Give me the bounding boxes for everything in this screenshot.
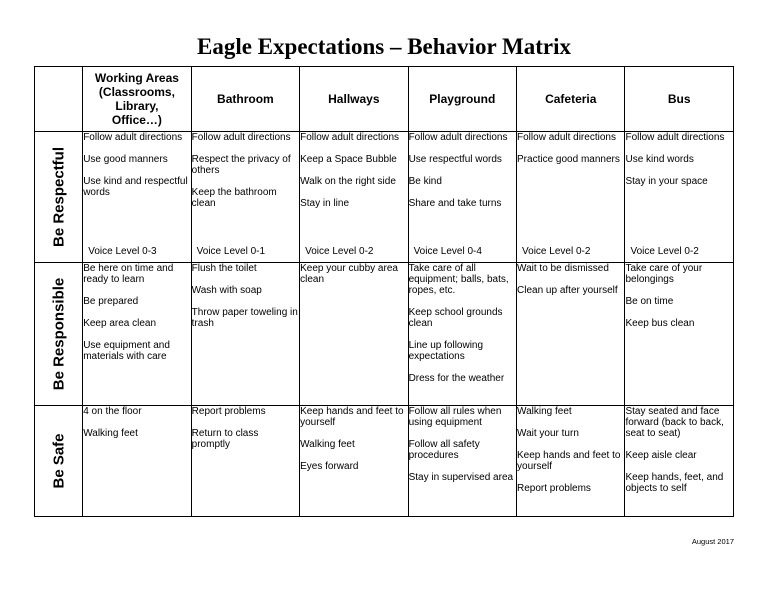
matrix-cell — [625, 263, 734, 406]
header-row — [35, 67, 734, 132]
expectation-item: Be on time — [625, 296, 674, 307]
expectation-item: Wash with soap — [191, 285, 262, 296]
matrix-cell — [408, 406, 516, 517]
expectation-item: Use good manners — [83, 154, 168, 165]
corner-cell — [35, 67, 83, 132]
expectation-item: Line up following expectations — [408, 340, 484, 362]
column-header-working-areas: Working Areas (Classrooms, Library, Office…) — [83, 67, 191, 132]
expectation-item: Practice good manners — [517, 154, 620, 165]
expectation-item: Keep the bathroom clean — [191, 187, 277, 209]
voice-level: Voice Level 0-3 — [88, 246, 157, 257]
expectation-item: Keep aisle clear — [625, 450, 697, 461]
expectation-item: Keep school grounds clean — [408, 307, 503, 329]
expectation-item: Be kind — [408, 176, 442, 187]
matrix-row-respectful — [35, 132, 734, 263]
voice-level: Voice Level 0-2 — [305, 246, 374, 257]
expectation-item: Report problems — [517, 483, 591, 494]
expectation-item: Keep hands, feet, and objects to self — [625, 472, 724, 494]
matrix-cell — [517, 263, 625, 406]
voice-level: Voice Level 0-4 — [413, 246, 482, 257]
expectation-item: Stay in supervised area — [408, 472, 514, 483]
matrix-row-safe — [35, 406, 734, 517]
expectation-item: Keep a Space Bubble — [300, 154, 397, 165]
matrix-cell — [83, 132, 191, 263]
expectation-item: Follow adult directions — [408, 132, 508, 143]
row-header-label: Be Safe — [50, 433, 68, 489]
matrix-cell — [517, 406, 625, 517]
date-footer: August 2017 — [691, 537, 734, 546]
expectation-item: Wait to be dismissed — [517, 263, 609, 274]
matrix-cell — [625, 132, 734, 263]
matrix-cell — [408, 132, 516, 263]
expectation-item: Use kind and respectful words — [83, 176, 188, 198]
expectation-item: Throw paper toweling in trash — [191, 307, 298, 329]
expectation-item: Keep your cubby area clean — [300, 263, 398, 285]
expectation-item: Keep area clean — [83, 318, 157, 329]
expectation-item: Walking feet — [517, 406, 572, 417]
column-header-bathroom: Bathroom — [191, 67, 299, 132]
voice-level: Voice Level 0-1 — [196, 246, 266, 257]
expectation-item: Stay in your space — [625, 176, 708, 187]
expectation-item: Follow adult directions — [83, 132, 183, 143]
matrix-cell — [300, 132, 408, 263]
expectation-item: Follow adult directions — [300, 132, 400, 143]
expectation-item: Follow all safety procedures — [408, 439, 480, 461]
expectation-item: Follow adult directions — [191, 132, 291, 143]
expectation-item: Report problems — [191, 406, 266, 417]
matrix-cell — [191, 406, 299, 517]
row-header — [35, 263, 83, 406]
expectation-item: Respect the privacy of others — [191, 154, 291, 176]
row-header — [35, 132, 83, 263]
expectation-item: Share and take turns — [408, 198, 502, 209]
column-header-playground: Playground — [408, 67, 516, 132]
expectation-item: Follow adult directions — [625, 132, 725, 143]
row-header-label: Be Responsible — [50, 277, 68, 391]
matrix-cell — [300, 406, 408, 517]
matrix-cell — [625, 406, 734, 517]
expectation-item: Eyes forward — [300, 461, 359, 472]
expectation-item: Keep bus clean — [625, 318, 695, 329]
expectation-item: Keep hands and feet to yourself — [517, 450, 621, 472]
expectation-item: Follow adult directions — [517, 132, 616, 143]
expectation-item: Use respectful words — [408, 154, 502, 165]
expectation-item: Take care of all equipment; balls, bats, ropes, etc. — [408, 263, 509, 296]
behavior-matrix — [34, 66, 734, 517]
expectation-item: Dress for the weather — [408, 373, 505, 384]
expectation-item: Use kind words — [625, 154, 694, 165]
expectation-item: Be prepared — [83, 296, 139, 307]
expectation-item: Return to class promptly — [191, 428, 259, 450]
expectation-item: Walking feet — [83, 428, 138, 439]
expectation-item: Stay seated and face forward (back to back, seat to seat) — [625, 406, 724, 439]
expectation-item: Flush the toilet — [191, 263, 257, 274]
matrix-cell — [517, 132, 625, 263]
expectation-item: Follow all rules when using equipment — [408, 406, 502, 428]
matrix-cell — [83, 406, 191, 517]
matrix-cell — [191, 263, 299, 406]
expectation-item: Walk on the right side — [300, 176, 396, 187]
expectation-item: Be here on time and ready to learn — [83, 263, 174, 285]
row-header — [35, 406, 83, 517]
expectation-item: Take care of your belongings — [625, 263, 703, 285]
matrix-cell — [191, 132, 299, 263]
matrix-cell — [408, 263, 516, 406]
expectation-item: Stay in line — [300, 198, 350, 209]
expectation-item: 4 on the floor — [83, 406, 142, 417]
column-header-hallways: Hallways — [300, 67, 408, 132]
voice-level: Voice Level 0-2 — [522, 246, 591, 257]
column-header-cafeteria: Cafeteria — [517, 67, 625, 132]
voice-level: Voice Level 0-2 — [630, 246, 699, 257]
matrix-cell — [83, 263, 191, 406]
expectation-item: Keep hands and feet to yourself — [300, 406, 404, 428]
column-header-bus: Bus — [625, 67, 734, 132]
page-title: Eagle Expectations – Behavior Matrix — [197, 34, 571, 59]
row-header-label: Be Respectful — [50, 146, 68, 248]
expectation-item: Use equipment and materials with care — [83, 340, 170, 362]
matrix-row-responsible — [35, 263, 734, 406]
matrix-cell — [300, 263, 408, 406]
expectation-item: Clean up after yourself — [517, 285, 618, 296]
expectation-item: Wait your turn — [517, 428, 579, 439]
expectation-item: Walking feet — [300, 439, 355, 450]
